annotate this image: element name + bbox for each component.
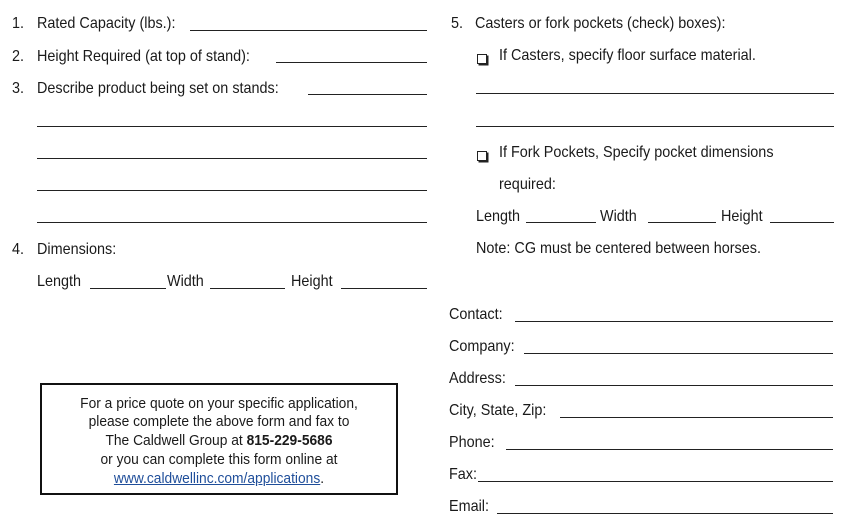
applications-link[interactable]: www.caldwellinc.com/applications <box>113 470 321 487</box>
dimension-width-label: Width <box>167 273 204 290</box>
height-required-field[interactable] <box>276 62 427 63</box>
pocket-width-label: Width <box>600 208 637 225</box>
url-suffix: . <box>320 470 325 487</box>
fax-label: Fax: <box>449 466 478 483</box>
cg-note: Note: CG must be centered between horses. <box>476 240 761 257</box>
casters-checkbox[interactable] <box>477 51 495 69</box>
product-description-line[interactable] <box>37 126 427 127</box>
question-1-number: 1. <box>12 15 25 32</box>
product-description-line[interactable] <box>37 190 427 191</box>
contact-field[interactable] <box>515 321 833 322</box>
contact-label: Contact: <box>449 306 503 323</box>
pocket-length-label: Length <box>476 208 521 225</box>
company-label: Company: <box>449 338 515 355</box>
question-4-number: 4. <box>12 241 25 258</box>
question-5-label: Casters or fork pockets (check) boxes): <box>475 15 726 32</box>
address-field[interactable] <box>515 385 833 386</box>
question-2-label: Height Required (at top of stand): <box>37 48 250 65</box>
phone-field[interactable] <box>506 449 833 450</box>
dimension-height-field[interactable] <box>341 288 427 289</box>
email-field[interactable] <box>497 513 833 514</box>
question-3-label: Describe product being set on stands: <box>37 80 279 97</box>
pocket-height-field[interactable] <box>770 222 834 223</box>
pocket-length-field[interactable] <box>526 222 596 223</box>
fork-pockets-checkbox[interactable] <box>477 148 495 166</box>
floor-surface-line[interactable] <box>476 126 834 127</box>
company-field[interactable] <box>524 353 833 354</box>
fork-pockets-label: If Fork Pockets, Specify pocket dimensions <box>499 144 774 161</box>
quote-line-2: please complete the above form and fax to <box>88 413 350 430</box>
question-5-number: 5. <box>451 15 464 32</box>
product-description-field[interactable] <box>308 94 427 95</box>
quote-line-3-prefix: The Caldwell Group at <box>105 432 247 449</box>
dimension-length-label: Length <box>37 273 82 290</box>
product-description-line[interactable] <box>37 158 427 159</box>
question-3-number: 3. <box>12 80 25 97</box>
city-state-zip-field[interactable] <box>560 417 833 418</box>
phone-label: Phone: <box>449 434 495 451</box>
email-label: Email: <box>449 498 490 515</box>
fax-phone-number: 815-229-5686 <box>246 432 333 449</box>
quote-line-5 <box>56 470 382 488</box>
fork-pockets-label-cont: required: <box>499 176 556 193</box>
pocket-height-label: Height <box>721 208 763 225</box>
product-description-line[interactable] <box>37 222 427 223</box>
dimension-length-field[interactable] <box>90 288 166 289</box>
casters-label: If Casters, specify floor surface material. <box>499 47 756 64</box>
fax-field[interactable] <box>478 481 833 482</box>
question-4-label: Dimensions: <box>37 241 117 258</box>
checkbox-icon <box>477 151 487 161</box>
quote-line-3 <box>56 432 382 450</box>
pocket-width-field[interactable] <box>648 222 716 223</box>
address-label: Address: <box>449 370 506 387</box>
question-1-label: Rated Capacity (lbs.): <box>37 15 176 32</box>
dimension-height-label: Height <box>291 273 333 290</box>
checkbox-icon <box>477 54 487 64</box>
quote-line-1: For a price quote on your specific application, <box>80 395 358 412</box>
price-quote-box <box>40 383 398 495</box>
dimension-width-field[interactable] <box>210 288 285 289</box>
city-state-zip-label: City, State, Zip: <box>449 402 547 419</box>
question-2-number: 2. <box>12 48 25 65</box>
rated-capacity-field[interactable] <box>190 30 427 31</box>
quote-line-4: or you can complete this form online at <box>100 451 338 468</box>
floor-surface-field[interactable] <box>476 93 834 94</box>
